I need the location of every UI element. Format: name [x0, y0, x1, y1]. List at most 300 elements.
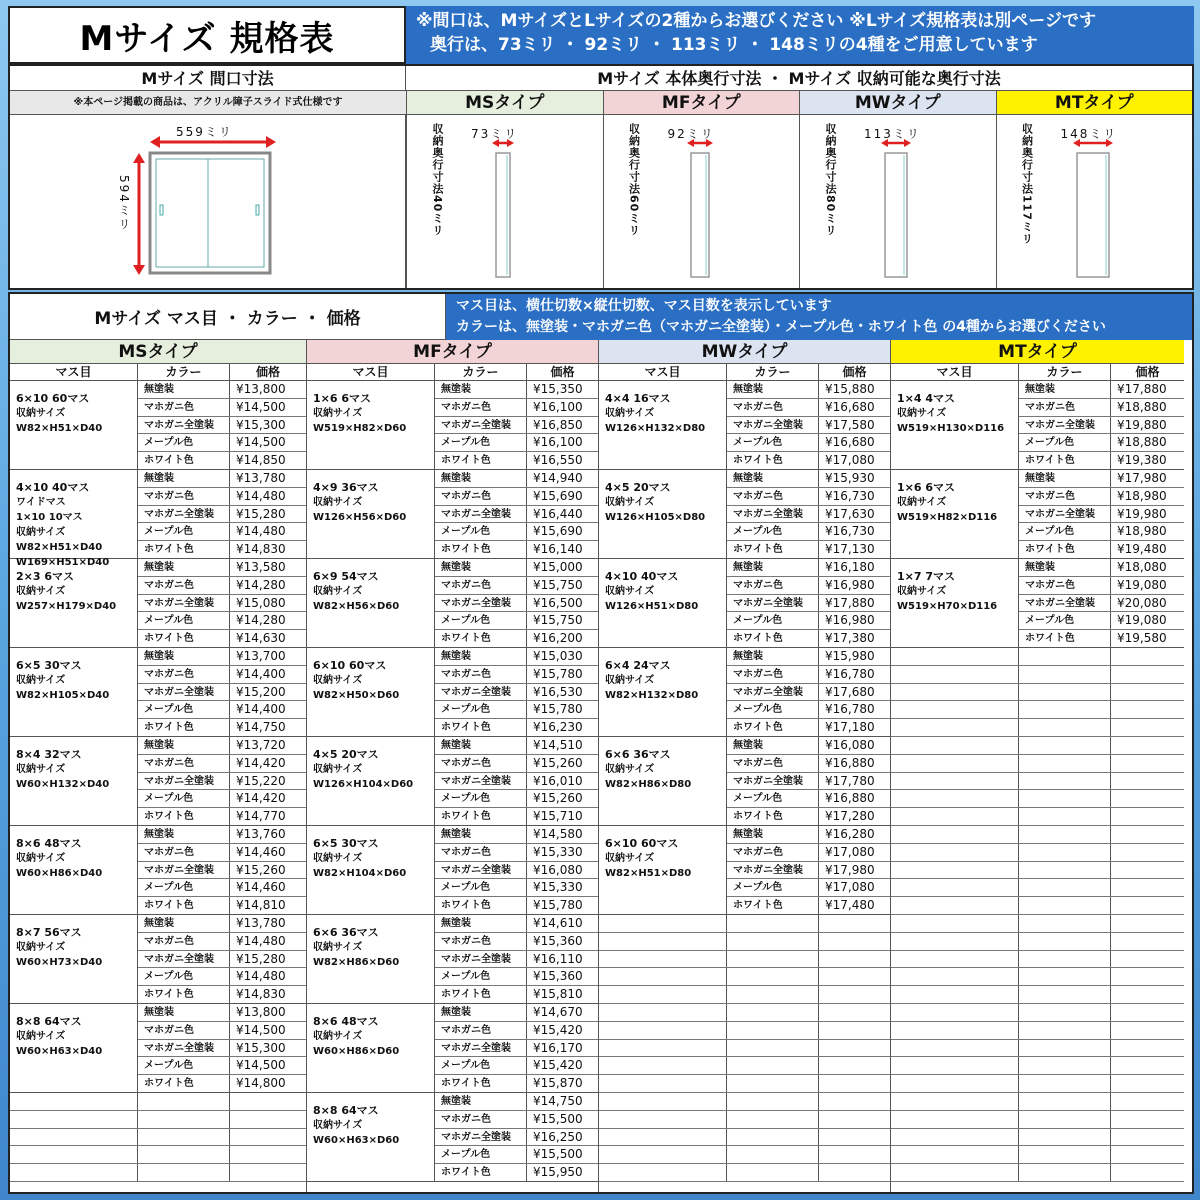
price-cell: ¥17,380 [825, 631, 875, 646]
color-cell: 無塗装 [435, 1093, 527, 1110]
table-row [1019, 630, 1184, 648]
table-row [435, 595, 598, 613]
price-cell: ¥16,250 [533, 1129, 583, 1144]
table-row [435, 897, 598, 915]
table-row [138, 968, 306, 986]
table-row [435, 684, 598, 702]
price-cell: ¥16,200 [533, 631, 583, 646]
table-row [727, 417, 890, 435]
color-cell: メープル色 [727, 790, 819, 807]
table-row [727, 434, 890, 452]
empty-row [891, 773, 1184, 791]
type-column [890, 340, 1184, 1192]
price-cell: ¥14,850 [236, 453, 286, 468]
table-row [727, 826, 890, 844]
table-row [435, 790, 598, 808]
price-cell: ¥14,810 [236, 898, 286, 913]
table-row [727, 648, 890, 666]
table-row [727, 719, 890, 737]
color-cell: マホガニ全塗装 [138, 773, 230, 790]
table-row [435, 1057, 598, 1075]
price-cell: ¥15,080 [236, 595, 286, 610]
panel-drawing [486, 135, 520, 285]
price-cell: ¥14,830 [236, 542, 286, 557]
price-cell: ¥14,770 [236, 809, 286, 824]
color-cell: ホワイト色 [727, 719, 819, 737]
price-cell: ¥14,480 [236, 933, 286, 948]
table-row [727, 755, 890, 773]
price-cell: ¥15,420 [533, 1058, 583, 1073]
table-row [138, 595, 306, 613]
color-cell: マホガニ全塗装 [138, 684, 230, 701]
table-row [138, 470, 306, 488]
table-row [435, 452, 598, 470]
table-row [138, 826, 306, 844]
color-cell: マホガニ全塗装 [727, 862, 819, 879]
table-row [435, 862, 598, 880]
price-cell: ¥19,080 [1117, 577, 1167, 592]
table-row [138, 773, 306, 791]
empty-row [599, 951, 890, 969]
table-row [435, 523, 598, 541]
price-cell: ¥15,750 [533, 577, 583, 592]
color-cell: ホワイト色 [435, 1075, 527, 1093]
table-row [1019, 417, 1184, 435]
color-cell: マホガニ色 [435, 755, 527, 772]
color-cell: ホワイト色 [1019, 630, 1111, 648]
price-cell: ¥14,750 [236, 720, 286, 735]
color-cell: メープル色 [435, 1146, 527, 1163]
table-row [435, 541, 598, 559]
table-row [138, 612, 306, 630]
table-row [727, 595, 890, 613]
table-row [435, 1093, 598, 1111]
color-cell: ホワイト色 [138, 541, 230, 559]
empty-row [891, 1075, 1184, 1093]
price-cell: ¥15,000 [533, 560, 583, 574]
table-row [1019, 541, 1184, 559]
price-cell: ¥15,780 [533, 898, 583, 913]
empty-row [599, 1093, 890, 1111]
color-cell: 無塗装 [435, 826, 527, 843]
color-cell: マホガニ色 [435, 666, 527, 683]
table-row [435, 1164, 598, 1182]
price-cell: ¥15,350 [533, 382, 583, 396]
price-cell: ¥15,500 [533, 1111, 583, 1126]
price-cell: ¥14,460 [236, 880, 286, 895]
empty-row [599, 1075, 890, 1093]
table-row [435, 399, 598, 417]
table-row [138, 1004, 306, 1022]
table-row-group [10, 737, 306, 826]
notice-line-2: 奥行は、73ミリ ・ 92ミリ ・ 113ミリ ・ 148ミリの4種をご用意しています [430, 35, 1038, 55]
table-row-group [307, 915, 598, 1004]
price-cell: ¥15,260 [533, 791, 583, 806]
empty-row [599, 1129, 890, 1147]
table-row [1019, 506, 1184, 524]
price-cell: ¥14,460 [236, 844, 286, 859]
table-row [138, 541, 306, 559]
price-header: 価格 [550, 365, 575, 379]
spec-note: ※本ページ掲載の商品は、アクリル障子スライド式仕様です [10, 91, 406, 115]
color-cell: メープル色 [435, 790, 527, 807]
table-row [435, 612, 598, 630]
table-row [138, 986, 306, 1004]
color-cell: 無塗装 [435, 1004, 527, 1021]
mas-cell: 8×7 56マス 収納サイズ W60×H73×D40 [10, 915, 138, 1003]
empty-row [891, 968, 1184, 986]
price-cell: ¥15,260 [533, 755, 583, 770]
color-header: カラー [1019, 364, 1111, 380]
color-cell: ホワイト色 [435, 1164, 527, 1182]
mas-cell: 6×10 60マス 収納サイズ W82×H51×D80 [599, 826, 727, 914]
storage-depth-label: 収納奥行寸法80ミリ [824, 123, 837, 237]
table-row-group [10, 648, 306, 737]
table-row-group [891, 381, 1184, 470]
price-cell: ¥16,080 [825, 738, 875, 752]
price-cell: ¥17,080 [825, 453, 875, 468]
color-cell: 無塗装 [727, 559, 819, 576]
spec-type-body [406, 115, 603, 288]
table-row [727, 844, 890, 862]
price-cell: ¥16,880 [825, 755, 875, 770]
color-cell: マホガニ色 [727, 755, 819, 772]
price-cell: ¥18,880 [1117, 435, 1167, 450]
empty-row [891, 862, 1184, 880]
mas-cell: 6×6 36マス 収納サイズ W82×H86×D60 [307, 915, 435, 1003]
price-cell: ¥15,330 [533, 880, 583, 895]
price-cell: ¥18,980 [1117, 488, 1167, 503]
table-row [138, 1075, 306, 1093]
mas-header: マス目 [599, 364, 727, 380]
color-cell: ホワイト色 [435, 986, 527, 1004]
color-cell: 無塗装 [138, 559, 230, 576]
table-row [435, 968, 598, 986]
panel-drawing [681, 135, 719, 285]
spec-type-header: MTタイプ [996, 91, 1193, 115]
storage-depth-label: 収納奥行寸法60ミリ [627, 123, 641, 237]
table-row [727, 666, 890, 684]
price-cell: ¥19,380 [1117, 453, 1167, 468]
table-row [727, 737, 890, 755]
color-cell: マホガニ色 [435, 844, 527, 861]
empty-row [599, 915, 890, 933]
price-cell: ¥15,690 [533, 488, 583, 503]
empty-row [599, 1022, 890, 1040]
color-cell: 無塗装 [435, 559, 527, 576]
color-cell: メープル色 [727, 434, 819, 451]
price-cell: ¥18,980 [1117, 524, 1167, 539]
empty-row [891, 755, 1184, 773]
price-cell: ¥17,580 [825, 417, 875, 432]
price-cell: ¥19,480 [1117, 542, 1167, 557]
color-cell: マホガニ全塗装 [435, 1129, 527, 1146]
mas-cell: 6×5 30マス 収納サイズ W82×H105×D40 [10, 648, 138, 736]
table-row [1019, 399, 1184, 417]
color-cell: メープル色 [727, 879, 819, 896]
mas-cell: 8×8 64マス 収納サイズ W60×H63×D60 [307, 1093, 435, 1181]
color-cell: マホガニ全塗装 [727, 773, 819, 790]
empty-row [891, 648, 1184, 666]
price-cell: ¥16,110 [533, 951, 583, 966]
table-row [727, 452, 890, 470]
spec-type-header: MWタイプ [799, 91, 996, 115]
color-cell: メープル色 [1019, 523, 1111, 540]
color-cell: メープル色 [435, 612, 527, 629]
table-row [435, 417, 598, 435]
color-cell: メープル色 [138, 434, 230, 451]
table-row [138, 577, 306, 595]
body-depth-label: 113ミリ [864, 127, 921, 141]
table-row [435, 701, 598, 719]
mas-cell: 8×6 48マス 収納サイズ W60×H86×D60 [307, 1004, 435, 1092]
color-cell: 無塗装 [727, 470, 819, 487]
color-cell: ホワイト色 [435, 808, 527, 826]
price-cell: ¥14,420 [236, 755, 286, 770]
price-cell: ¥14,400 [236, 702, 286, 717]
color-cell: マホガニ全塗装 [138, 417, 230, 434]
empty-row [891, 737, 1184, 755]
table-row-group [307, 1004, 598, 1093]
price-cell: ¥16,140 [533, 542, 583, 557]
color-cell: メープル色 [435, 701, 527, 718]
price-cell: ¥20,080 [1117, 595, 1167, 610]
price-cell: ¥17,980 [1117, 471, 1167, 485]
height-label: 594ミリ [117, 175, 131, 232]
table-row-group [307, 559, 598, 648]
notice-line-1: ※間口は、MサイズとLサイズの2種からお選びください ※Lサイズ規格表は別ページです [416, 11, 1096, 31]
empty-row [891, 1146, 1184, 1164]
mas-cell: 2×3 6マス 収納サイズ W257×H179×D40 [10, 559, 138, 647]
color-cell: マホガニ全塗装 [1019, 506, 1111, 523]
color-cell: 無塗装 [727, 737, 819, 754]
color-cell: 無塗装 [1019, 470, 1111, 487]
empty-row [891, 1129, 1184, 1147]
empty-row [891, 915, 1184, 933]
table-row-group [10, 826, 306, 915]
price-cell: ¥16,440 [533, 506, 583, 521]
price-cell: ¥13,700 [236, 649, 286, 663]
color-cell: 無塗装 [138, 737, 230, 754]
type-header: MTタイプ [891, 340, 1184, 364]
color-cell: マホガニ色 [138, 488, 230, 505]
price-table-title: Mサイズ マス目 ・ カラー ・ 価格 [10, 294, 446, 340]
color-cell: マホガニ色 [435, 1111, 527, 1128]
price-cell: ¥16,170 [533, 1040, 583, 1055]
price-cell: ¥16,500 [533, 595, 583, 610]
price-cell: ¥14,480 [236, 969, 286, 984]
color-cell: マホガニ色 [138, 399, 230, 416]
empty-row [891, 1004, 1184, 1022]
empty-row [891, 951, 1184, 969]
color-cell: 無塗装 [727, 381, 819, 398]
price-cell: ¥15,780 [533, 666, 583, 681]
table-row [138, 915, 306, 933]
empty-row [891, 719, 1184, 737]
color-cell: マホガニ色 [138, 933, 230, 950]
price-cell: ¥14,830 [236, 987, 286, 1002]
table-row [138, 1057, 306, 1075]
table-row [138, 559, 306, 577]
table-row [138, 630, 306, 648]
price-cell: ¥16,730 [825, 524, 875, 539]
table-row-group [10, 381, 306, 470]
table-row [727, 523, 890, 541]
price-cell: ¥18,880 [1117, 399, 1167, 414]
price-cell: ¥16,180 [825, 560, 875, 574]
table-row [435, 1004, 598, 1022]
table-row [138, 506, 306, 524]
empty-row [891, 1057, 1184, 1075]
type-column [306, 340, 598, 1192]
price-cell: ¥14,280 [236, 577, 286, 592]
color-cell: マホガニ色 [435, 399, 527, 416]
table-row [138, 719, 306, 737]
price-cell: ¥16,980 [825, 613, 875, 628]
color-cell: ホワイト色 [435, 719, 527, 737]
color-cell: 無塗装 [727, 826, 819, 843]
table-row [138, 452, 306, 470]
color-cell: マホガニ色 [435, 488, 527, 505]
mas-cell: 1×7 7マス 収納サイズ W519×H70×D116 [891, 559, 1019, 647]
mas-cell: 1×4 4マス 収納サイズ W519×H130×D116 [891, 381, 1019, 469]
table-row [727, 399, 890, 417]
empty-row [891, 986, 1184, 1004]
empty-row [891, 844, 1184, 862]
color-cell: マホガニ全塗装 [435, 1040, 527, 1057]
color-cell: 無塗装 [435, 648, 527, 665]
price-cell: ¥16,880 [825, 791, 875, 806]
storage-depth-label: 収納奥行寸法40ミリ [431, 123, 444, 237]
price-cell: ¥14,580 [533, 827, 583, 841]
table-row-group [307, 1093, 598, 1182]
table-row [138, 381, 306, 399]
table-row [435, 666, 598, 684]
column-subheaders [307, 364, 598, 381]
price-cell: ¥19,880 [1117, 417, 1167, 432]
spec-section [8, 64, 1194, 290]
table-row-group [307, 826, 598, 915]
color-cell: マホガニ全塗装 [1019, 595, 1111, 612]
price-cell: ¥16,680 [825, 399, 875, 414]
table-row-group [307, 648, 598, 737]
color-cell: マホガニ全塗装 [727, 595, 819, 612]
price-cell: ¥16,980 [825, 577, 875, 592]
table-row [138, 790, 306, 808]
table-row [435, 1111, 598, 1129]
width-label: 559ミリ [176, 125, 233, 139]
color-header: カラー [138, 364, 230, 380]
mas-cell: 4×10 40マス ワイドマス 1×10 10マス 収納サイズ W82×H51×D40 W169×H51×D40 [10, 470, 138, 558]
price-table-note-1: マス目は、横仕切数×縦仕切数、マス目数を表示しています [456, 298, 832, 314]
price-cell: ¥14,420 [236, 791, 286, 806]
width-arrow [150, 135, 276, 149]
price-cell: ¥15,280 [236, 951, 286, 966]
table-row [138, 897, 306, 915]
type-column [10, 340, 306, 1192]
color-cell: マホガニ色 [727, 399, 819, 416]
price-cell: ¥17,680 [825, 684, 875, 699]
table-row [1019, 452, 1184, 470]
price-cell: ¥15,880 [825, 382, 875, 396]
price-cell: ¥15,200 [236, 684, 286, 699]
price-cell: ¥17,880 [1117, 382, 1167, 396]
price-cell: ¥14,630 [236, 631, 286, 646]
color-cell: メープル色 [435, 523, 527, 540]
cabinet-drawing [10, 115, 406, 288]
table-row-group [891, 470, 1184, 559]
color-cell: 無塗装 [435, 470, 527, 487]
price-cell: ¥19,980 [1117, 506, 1167, 521]
column-subheaders [599, 364, 890, 381]
type-column [598, 340, 890, 1192]
color-cell: メープル色 [727, 701, 819, 718]
color-cell: ホワイト色 [138, 808, 230, 826]
color-cell: 無塗装 [138, 470, 230, 487]
color-cell: ホワイト色 [727, 452, 819, 470]
price-cell: ¥17,080 [825, 880, 875, 895]
color-cell: メープル色 [138, 879, 230, 896]
table-row [727, 773, 890, 791]
table-row-group [307, 737, 598, 826]
mas-cell: 8×8 64マス 収納サイズ W60×H63×D40 [10, 1004, 138, 1092]
color-header: カラー [727, 364, 819, 380]
mas-cell: 8×6 48マス 収納サイズ W60×H86×D40 [10, 826, 138, 914]
price-cell: ¥17,630 [825, 506, 875, 521]
price-cell: ¥14,800 [236, 1076, 286, 1091]
color-cell: マホガニ全塗装 [435, 595, 527, 612]
mas-header: マス目 [307, 364, 435, 380]
table-row [138, 933, 306, 951]
color-cell: マホガニ全塗装 [435, 773, 527, 790]
table-row [435, 434, 598, 452]
table-row [138, 399, 306, 417]
price-cell: ¥15,360 [533, 933, 583, 948]
table-row [727, 577, 890, 595]
table-row [138, 684, 306, 702]
color-cell: ホワイト色 [1019, 452, 1111, 470]
color-cell: 無塗装 [138, 1004, 230, 1021]
price-cell: ¥13,580 [236, 560, 286, 574]
table-row-group [10, 1004, 306, 1093]
table-row [727, 862, 890, 880]
table-row [435, 879, 598, 897]
table-row [138, 755, 306, 773]
price-cell: ¥16,100 [533, 399, 583, 414]
color-cell: マホガニ色 [435, 577, 527, 594]
empty-row [891, 933, 1184, 951]
color-cell: メープル色 [138, 701, 230, 718]
price-header: 価格 [1135, 365, 1160, 379]
empty-row [891, 1111, 1184, 1129]
price-cell: ¥14,940 [533, 471, 583, 485]
color-cell: メープル色 [435, 968, 527, 985]
table-row-group [307, 381, 598, 470]
table-row [435, 381, 598, 399]
price-cell: ¥17,880 [825, 595, 875, 610]
table-row [727, 701, 890, 719]
color-cell: 無塗装 [435, 737, 527, 754]
mas-header: マス目 [10, 364, 138, 380]
price-cell: ¥16,230 [533, 720, 583, 735]
table-row [1019, 488, 1184, 506]
color-cell: ホワイト色 [727, 897, 819, 915]
table-row [435, 630, 598, 648]
height-arrow [132, 153, 146, 275]
table-row-group [599, 648, 890, 737]
price-cell: ¥15,280 [236, 506, 286, 521]
table-row [435, 1040, 598, 1058]
